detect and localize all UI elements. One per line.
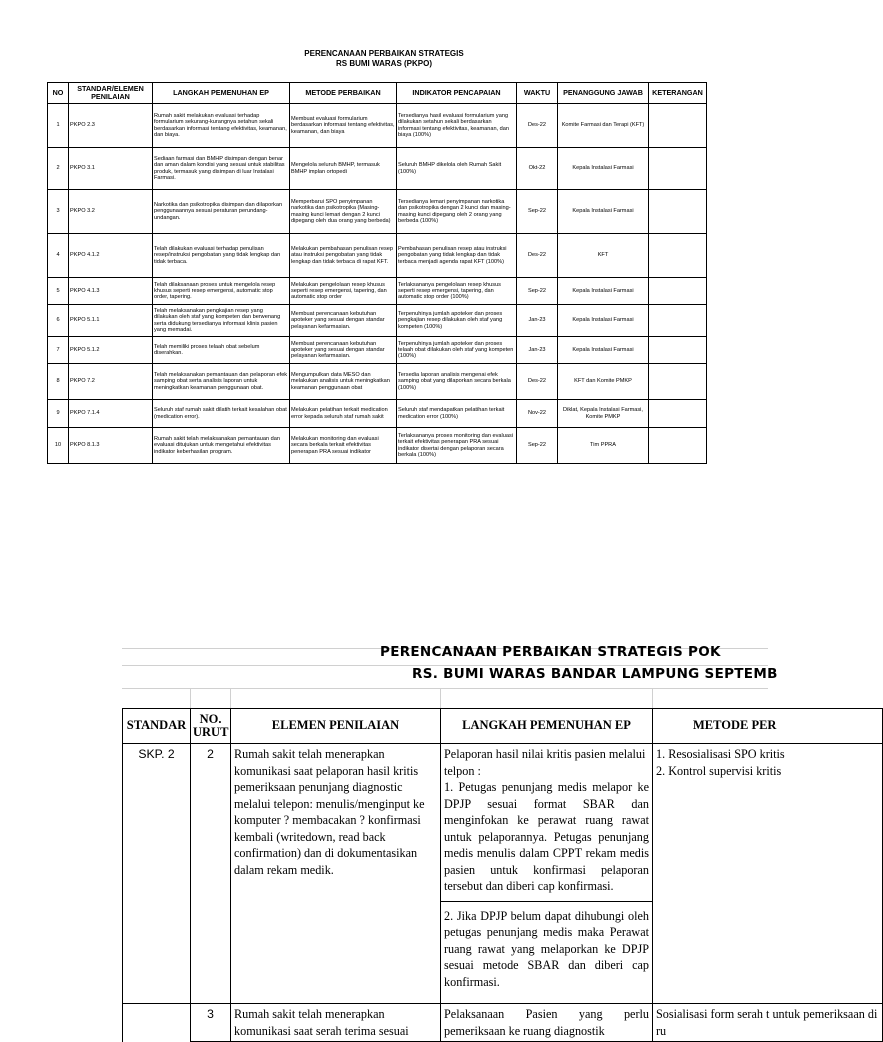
langkah-item-1: 1. Petugas penunjang medis melapor ke DPJP sesuai format SBAR dan menginfokan ke perawat ruang rawat untuk pelaporannya. Petugas penunjang medis menulis dalam CPPT rekam medis pasien untuk konfirmasi pelaporan tersebut dan diberi cap konfirmasi. <box>444 780 649 893</box>
cell-metode: Mengelola seluruh BMHP, termasuk BMHP implan ortopedi <box>290 148 397 190</box>
cell-keterangan <box>649 305 707 337</box>
cell-waktu: Jan-23 <box>517 305 558 337</box>
cell-no: 8 <box>48 364 69 400</box>
cell-penanggung-jawab: Kepala Instalasi Farmasi <box>558 148 649 190</box>
table-row <box>48 428 707 464</box>
cell-penanggung-jawab: Kepala Instalasi Farmasi <box>558 305 649 337</box>
cell-langkah <box>441 744 653 1004</box>
header-langkah: LANGKAH PEMENUHAN EP <box>153 83 290 104</box>
cell-indikator: Terpenuhinya jumlah apoteker dan proses telaah obat dilakukan oleh staf yang kompeten (100%) <box>397 337 517 364</box>
cell-penanggung-jawab: Kepala Instalasi Farmasi <box>558 337 649 364</box>
cell-indikator: Tersedia laporan analisis mengenai efek samping obat yang dilaporkan secara berkala (100%) <box>397 364 517 400</box>
cell-indikator: Terlaksananya pengelolaan resep khusus seperti resep emergensi, tapering, dan automatic stop order (100%) <box>397 278 517 305</box>
cell-metode: Melakukan pembahasan penulisan resep atau instruksi pengobatan yang tidak lengkap dan tidak terbaca di rapat KFT. <box>290 234 397 278</box>
table-row <box>48 305 707 337</box>
cell-metode <box>653 744 883 1004</box>
header-langkah: LANGKAH PEMENUHAN EP <box>441 709 653 744</box>
langkah-item-2: 2. Jika DPJP belum dapat dihubungi oleh petugas penunjang medis maka Perawat ruang rawat yang melaporkan ke DPJP sesuai metode SBAR dan diberi cap konfirmasi. <box>441 901 652 991</box>
cell-no-urut: 3 <box>191 1004 231 1042</box>
cell-indikator: Tersedianya hasil evaluasi formularium yang dilakukan setahun sekali berdasarkan informasi tentang efektivitas, keamanan, dan biaya (100%) <box>397 104 517 148</box>
doc1-title-line2: RS BUMI WARAS (PKPO) <box>336 59 432 68</box>
header-standar: STANDAR <box>123 709 191 744</box>
cell-no: 4 <box>48 234 69 278</box>
cell-waktu: Des-22 <box>517 234 558 278</box>
header-waktu: WAKTU <box>517 83 558 104</box>
cell-keterangan <box>649 400 707 428</box>
cell-keterangan <box>649 364 707 400</box>
cell-no: 5 <box>48 278 69 305</box>
langkah-intro: Pelaporan hasil nilai kritis pasien melalui telpon : <box>444 747 646 778</box>
table-row <box>48 364 707 400</box>
gridline <box>230 688 231 708</box>
gridline <box>440 688 441 708</box>
cell-langkah: Sediaan farmasi dan BMHP disimpan dengan benar dan aman dalam kondisi yang sesuai untuk stabilitas produk, termasuk yang disimpan di luar Instalasi Farmasi. <box>153 148 290 190</box>
cell-metode: Melakukan pelatihan terkait medication error kepada seluruh staf rumah sakit <box>290 400 397 428</box>
cell-langkah: Telah dilakukan evaluasi terhadap penulisan resep/instruksi pengobatan yang tidak lengkap dan tidak terbaca. <box>153 234 290 278</box>
cell-no: 9 <box>48 400 69 428</box>
cell-langkah: Narkotika dan psikotropika disimpan dan dilaporkan penggunaannya sesuai peraturan perundang- undangan. <box>153 190 290 234</box>
cell-standar: PKPO 4.1.2 <box>69 234 153 278</box>
metode-item-2: 2. Kontrol supervisi kritis <box>656 763 782 778</box>
cell-langkah: Seluruh staf rumah sakit dilatih terkait kesalahan obat (medication error). <box>153 400 290 428</box>
cell-standar: PKPO 3.1 <box>69 148 153 190</box>
cell-langkah: Telah melaksanakan pengkajian resep yang dilakukan oleh staf yang kompeten dan berwenang serta didukung tersedianya informasi klinis pasien yang memadai. <box>153 305 290 337</box>
cell-langkah: Telah dilaksanaan proses untuk mengelola resep khusus seperti resep emergensi, automatic stop order, tapering. <box>153 278 290 305</box>
cell-keterangan <box>649 337 707 364</box>
table-row <box>48 278 707 305</box>
header-penanggung-jawab: PENANGGUNG JAWAB <box>558 83 649 104</box>
metode-item-1: 1. Resosialisasi SPO kritis <box>656 747 785 761</box>
table-row <box>48 234 707 278</box>
cell-metode: Membuat perencanaan kebutuhan apoteker yang sesuai dengan standar pelayanan kefarmasian. <box>290 337 397 364</box>
cell-keterangan <box>649 278 707 305</box>
cell-indikator: Seluruh BMHP dikelola oleh Rumah Sakit (100%) <box>397 148 517 190</box>
cell-penanggung-jawab: Kepala Instalasi Farmasi <box>558 190 649 234</box>
cell-no: 10 <box>48 428 69 464</box>
header-no: NO <box>48 83 69 104</box>
doc2-title-line1: PERENCANAAN PERBAIKAN STRATEGIS POK <box>380 644 721 660</box>
cell-standar: PKPO 7.2 <box>69 364 153 400</box>
gridline <box>652 688 653 708</box>
cell-penanggung-jawab: Komite Farmasi dan Terapi (KFT) <box>558 104 649 148</box>
header-no-urut: NO. URUT <box>191 709 231 744</box>
table-row <box>48 104 707 148</box>
header-metode: METODE PERBAIKAN <box>290 83 397 104</box>
cell-langkah: Rumah sakit telah melaksanakan pemantauan dan evaluasi ditujukan untuk mengetahui efektivitas indikator keberhasilan program. <box>153 428 290 464</box>
cell-standar: PKPO 2.3 <box>69 104 153 148</box>
cell-waktu: Des-22 <box>517 104 558 148</box>
cell-penanggung-jawab: KFT <box>558 234 649 278</box>
table-row <box>123 744 883 1004</box>
table-row <box>48 400 707 428</box>
cell-keterangan <box>649 104 707 148</box>
cell-waktu: Nov-22 <box>517 400 558 428</box>
pkpo-plan-table <box>47 82 707 464</box>
cell-no-urut: 2 <box>191 744 231 1004</box>
cell-waktu: Des-22 <box>517 364 558 400</box>
header-indikator: INDIKATOR PENCAPAIAN <box>397 83 517 104</box>
document-skp <box>0 640 878 1038</box>
doc2-title-line2: RS. BUMI WARAS BANDAR LAMPUNG SEPTEMB <box>412 666 778 682</box>
cell-indikator: Tersedianya lemari penyimpanan narkotika dan psikotropika dengan 2 kunci dan masing-masing kunci dipegang oleh 2 orang yang berbeda (100%) <box>397 190 517 234</box>
cell-waktu: Sep-22 <box>517 190 558 234</box>
cell-keterangan <box>649 234 707 278</box>
cell-standar <box>123 1004 191 1042</box>
cell-penanggung-jawab: KFT dan Komite PMKP <box>558 364 649 400</box>
cell-waktu: Sep-22 <box>517 278 558 305</box>
gridline <box>190 688 191 708</box>
cell-indikator: Terlaksananya proses monitoring dan evaluasi terkait efektivitas penerapan PRA sesuai indikator disertai dengan pelaporan secara berkala (100%) <box>397 428 517 464</box>
cell-langkah: Rumah sakit melakukan evaluasi terhadap formularium sekurang-kurangnya setahun sekali berdasarkan informasi tentang efektivitas, keamanan, dan biaya. <box>153 104 290 148</box>
cell-langkah: Pelaksanaan Pasien yang perlu pemeriksaan ke ruang diagnostik <box>441 1004 653 1042</box>
cell-standar: PKPO 4.1.3 <box>69 278 153 305</box>
cell-langkah: Telah melaksanakan pemantauan dan pelaporan efek samping obat serta analisis laporan untuk meningkatkan keamanan penggunaan obat. <box>153 364 290 400</box>
cell-standar: PKPO 5.1.2 <box>69 337 153 364</box>
cell-indikator: Pembahasan penulisan resep atau instruksi pengobatan yang tidak lengkap dan tidak terbaca menjadi agenda rapat KFT (100%) <box>397 234 517 278</box>
header-elemen-penilaian: ELEMEN PENILAIAN <box>231 709 441 744</box>
cell-no: 6 <box>48 305 69 337</box>
cell-keterangan <box>649 148 707 190</box>
cell-metode: Membuat evaluasi formularium berdasarkan informasi tentang efektivitas, keamanan, dan biaya <box>290 104 397 148</box>
cell-waktu: Okt-22 <box>517 148 558 190</box>
cell-metode: Sosialisasi form serah t untuk pemeriksaan di ru <box>653 1004 883 1042</box>
cell-elemen-penilaian: Rumah sakit telah menerapkan komunikasi saat serah terima sesuai <box>231 1004 441 1042</box>
cell-metode: Memperbarui SPO penyimpanan narkotika dan psikotropika (Masing-masing kunci lemari dengan 2 kunci dipegang oleh dua orang yang berbeda) <box>290 190 397 234</box>
cell-no: 7 <box>48 337 69 364</box>
table-header-row <box>123 709 883 744</box>
table-row <box>48 190 707 234</box>
cell-metode: Melakukan monitoring dan evaluasi secara berkala terkait efektivitas penerapan PRA sesuai indikator <box>290 428 397 464</box>
cell-langkah: Telah memiliki proses telaah obat sebelum diserahkan. <box>153 337 290 364</box>
cell-standar: SKP. 2 <box>123 744 191 1004</box>
cell-penanggung-jawab: Kepala Instalasi Farmasi <box>558 278 649 305</box>
header-standar: STANDAR/ELEMEN PENILAIAN <box>69 83 153 104</box>
table-row <box>48 148 707 190</box>
header-keterangan: KETERANGAN <box>649 83 707 104</box>
cell-standar: PKPO 8.1.3 <box>69 428 153 464</box>
doc1-title-line1: PERENCANAAN PERBAIKAN STRATEGIS <box>304 49 464 58</box>
cell-indikator: Terpenuhinya jumlah apoteker dan proses pengkajian resep dilakukan oleh staf yang kompeten (100%) <box>397 305 517 337</box>
cell-elemen-penilaian: Rumah sakit telah menerapkan komunikasi saat pelaporan hasil kritis pemeriksaan penunjang diagnostic melalui telepon: menulis/menginput ke komputer ? membacakan ? konfirmasi kembali (writedown, read back confirmation) dan di dokumentasikan dalam rekam medik. <box>231 744 441 1004</box>
table-header-row <box>48 83 707 104</box>
cell-no: 3 <box>48 190 69 234</box>
cell-standar: PKPO 7.1.4 <box>69 400 153 428</box>
cell-metode: Melakukan pengelolaan resep khusus seperti resep emergensi, tapering, dan automatic stop order <box>290 278 397 305</box>
gridline <box>122 688 768 689</box>
cell-metode: Membuat perencanaan kebutuhan apoteker yang sesuai dengan standar pelayanan kefarmasian. <box>290 305 397 337</box>
cell-waktu: Jan-23 <box>517 337 558 364</box>
cell-waktu: Sep-22 <box>517 428 558 464</box>
cell-penanggung-jawab: Tim PPRA <box>558 428 649 464</box>
cell-standar: PKPO 5.1.1 <box>69 305 153 337</box>
cell-keterangan <box>649 190 707 234</box>
cell-no: 1 <box>48 104 69 148</box>
table-row <box>48 337 707 364</box>
cell-no: 2 <box>48 148 69 190</box>
cell-indikator: Seluruh staf mendapatkan pelatihan terkait medication error (100%) <box>397 400 517 428</box>
table-row <box>123 1004 883 1042</box>
header-metode: METODE PER <box>653 709 883 744</box>
cell-penanggung-jawab: Diklat, Kepala Instalasi Farmasi, Komite PMKP <box>558 400 649 428</box>
cell-keterangan <box>649 428 707 464</box>
skp-plan-table <box>122 708 883 1042</box>
cell-standar: PKPO 3.2 <box>69 190 153 234</box>
cell-metode: Mengumpulkan data MESO dan melakukan analisis untuk meningkatkan keamanan penggunaan obat <box>290 364 397 400</box>
